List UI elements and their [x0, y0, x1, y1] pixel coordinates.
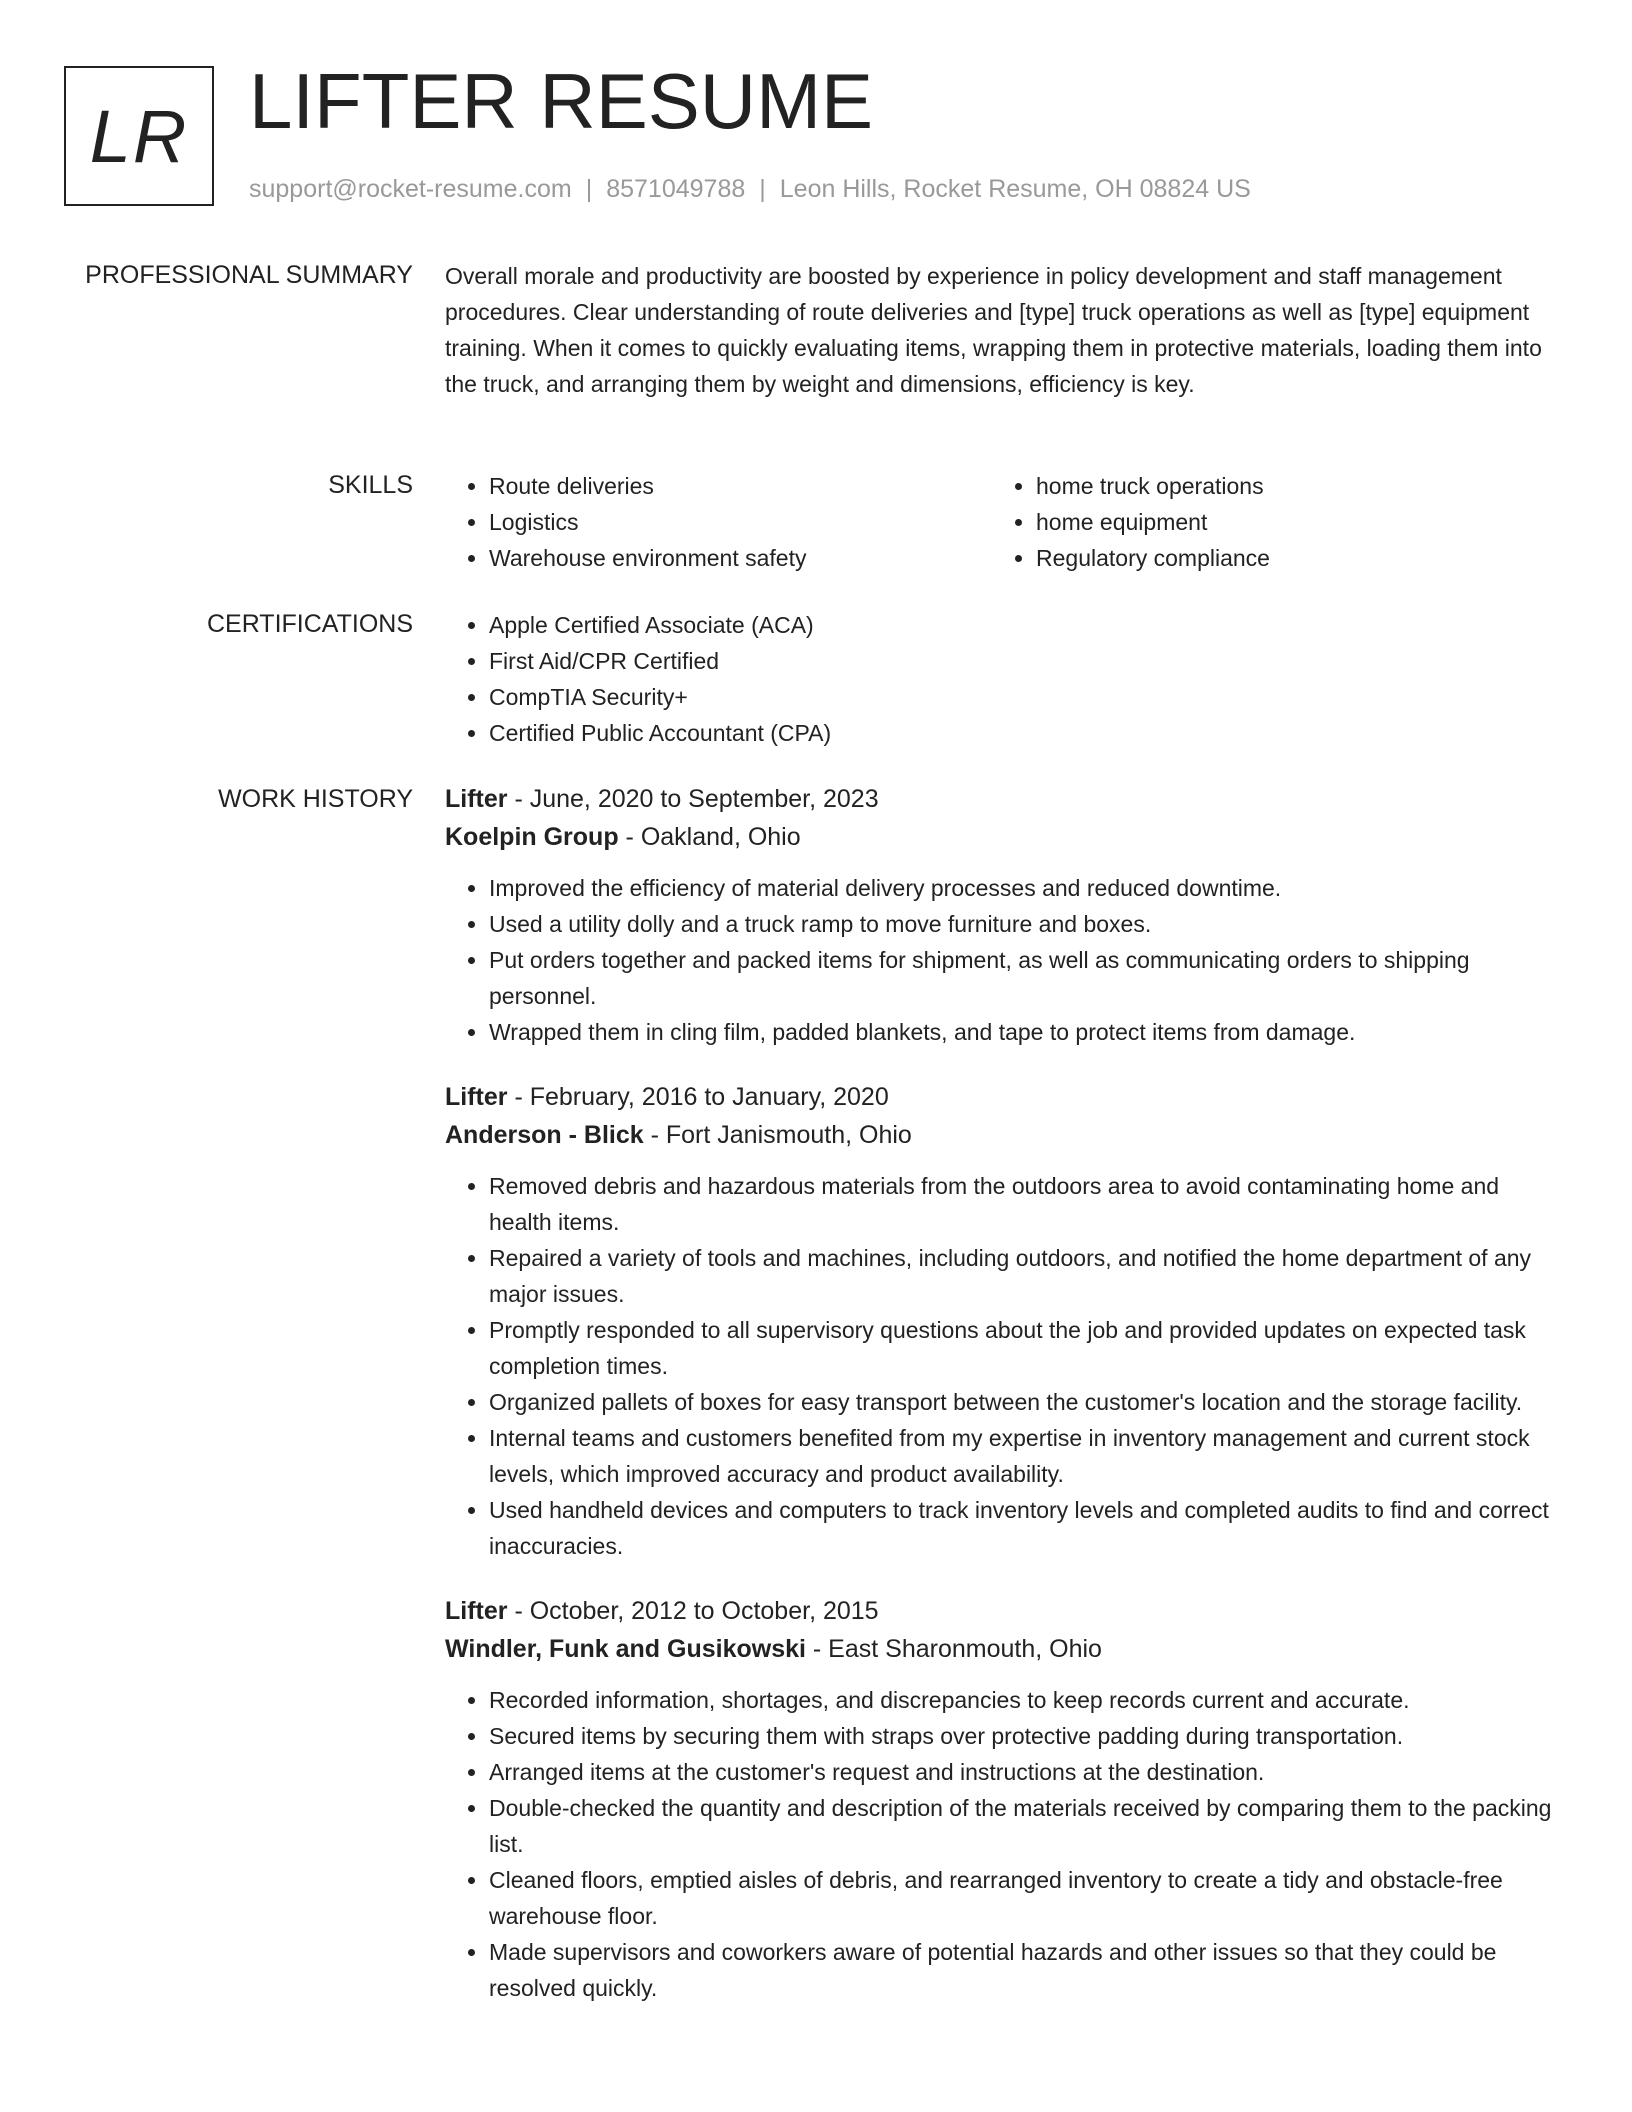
job-bullet: • Wrapped them in cling film, padded blankets, and tape to protect items from damage.	[489, 1014, 1555, 1050]
job-company-line	[445, 818, 1555, 856]
job-bullet: • Recorded information, shortages, and discrepancies to keep records current and accurate.	[489, 1682, 1555, 1718]
job-location: - East Sharonmouth, Ohio	[805, 1635, 1102, 1663]
skills-title: SKILLS	[328, 471, 413, 499]
job-company-line	[445, 1630, 1555, 1668]
certification-item: • Apple Certified Associate (ACA)	[489, 607, 1555, 643]
job-title-line	[445, 780, 1555, 818]
contact-line	[249, 172, 1251, 206]
job-bullet: • Removed debris and hazardous materials from the outdoors area to avoid contaminating home and health items.	[489, 1168, 1555, 1240]
contact-phone: 8571049788	[606, 175, 746, 203]
certifications-body	[445, 607, 1555, 751]
job-entry	[445, 780, 1555, 1050]
contact-separator: |	[585, 175, 593, 203]
job-entry	[445, 1592, 1555, 2006]
job-bullets	[445, 1168, 1555, 1564]
summary-text: Overall morale and productivity are boosted by experience in policy development and staff management procedures. Clear understanding of route deliveries and [type] truck operations as well as [type] equipment training. When it comes to quickly evaluating items, wrapping them in protective materials, loading them into the truck, and arranging them by weight and dimensions, efficiency is key.	[445, 263, 1542, 397]
job-title-line	[445, 1592, 1555, 1630]
job-entry	[445, 1078, 1555, 1564]
job-bullet: • Organized pallets of boxes for easy transport between the customer's location and the storage facility.	[489, 1384, 1555, 1420]
job-bullet: • Internal teams and customers benefited from my expertise in inventory management and current stock levels, which improved accuracy and product availability.	[489, 1420, 1555, 1492]
job-role: Lifter	[445, 785, 508, 813]
contact-email: support@rocket-resume.com	[249, 175, 572, 203]
job-bullets	[445, 1682, 1555, 2006]
certifications-title: CERTIFICATIONS	[206, 610, 413, 638]
contact-separator: |	[759, 175, 766, 203]
job-bullet: • Promptly responded to all supervisory questions about the job and provided updates on expected task completion times.	[489, 1312, 1555, 1384]
certifications-list	[445, 607, 1555, 751]
job-dates: - February, 2016 to January, 2020	[507, 1083, 889, 1111]
skills-grid	[445, 468, 1555, 576]
job-role: Lifter	[445, 1597, 508, 1625]
work-history-title: WORK HISTORY	[218, 785, 413, 813]
skill-item: • Warehouse environment safety	[489, 540, 992, 576]
skills-list-right	[992, 468, 1539, 576]
skills-body	[445, 468, 1555, 576]
summary-title: PROFESSIONAL SUMMARY	[85, 261, 413, 289]
contact-address: Leon Hills, Rocket Resume, OH 08824 US	[779, 175, 1251, 203]
job-bullet: • Made supervisors and coworkers aware of potential hazards and other issues so that they could be resolved quickly.	[489, 1934, 1555, 2006]
job-bullet: • Arranged items at the customer's request and instructions at the destination.	[489, 1754, 1555, 1790]
skill-item: • Logistics	[489, 504, 992, 540]
job-company: Anderson - Blick	[445, 1121, 644, 1149]
monogram-logo: LR	[64, 66, 214, 206]
job-company: Windler, Funk and Gusikowski	[445, 1635, 806, 1663]
certification-item: • Certified Public Accountant (CPA)	[489, 715, 1555, 751]
job-company: Koelpin Group	[445, 823, 619, 851]
skill-item: • Route deliveries	[489, 468, 992, 504]
skill-item: • home truck operations	[1036, 468, 1539, 504]
job-bullet: • Used a utility dolly and a truck ramp to move furniture and boxes.	[489, 906, 1555, 942]
skills-list-left	[445, 468, 992, 576]
job-title-line	[445, 1078, 1555, 1116]
skill-item: • Regulatory compliance	[1036, 540, 1539, 576]
job-location: - Fort Janismouth, Ohio	[643, 1121, 912, 1149]
job-bullet: • Secured items by securing them with straps over protective padding during transportation.	[489, 1718, 1555, 1754]
job-bullet: • Improved the efficiency of material delivery processes and reduced downtime.	[489, 870, 1555, 906]
job-bullet: • Put orders together and packed items for shipment, as well as communicating orders to shipping personnel.	[489, 942, 1555, 1014]
work-history-body	[445, 780, 1555, 2034]
job-bullet: • Double-checked the quantity and description of the materials received by comparing them to the packing list.	[489, 1790, 1555, 1862]
job-bullet: • Used handheld devices and computers to track inventory levels and completed audits to find and correct inaccuracies.	[489, 1492, 1555, 1564]
job-dates: - June, 2020 to September, 2023	[507, 785, 879, 813]
certification-item: • First Aid/CPR Certified	[489, 643, 1555, 679]
job-bullets	[445, 870, 1555, 1050]
resume-name: LIFTER RESUME	[249, 57, 874, 145]
job-company-line	[445, 1116, 1555, 1154]
job-bullet: • Repaired a variety of tools and machines, including outdoors, and notified the home department of any major issues.	[489, 1240, 1555, 1312]
job-bullet: • Cleaned floors, emptied aisles of debris, and rearranged inventory to create a tidy and obstacle-free warehouse floor.	[489, 1862, 1555, 1934]
certification-item: • CompTIA Security+	[489, 679, 1555, 715]
summary-body	[445, 258, 1555, 402]
job-location: - Oakland, Ohio	[618, 823, 801, 851]
skill-item: • home equipment	[1036, 504, 1539, 540]
job-role: Lifter	[445, 1083, 508, 1111]
job-dates: - October, 2012 to October, 2015	[507, 1597, 879, 1625]
